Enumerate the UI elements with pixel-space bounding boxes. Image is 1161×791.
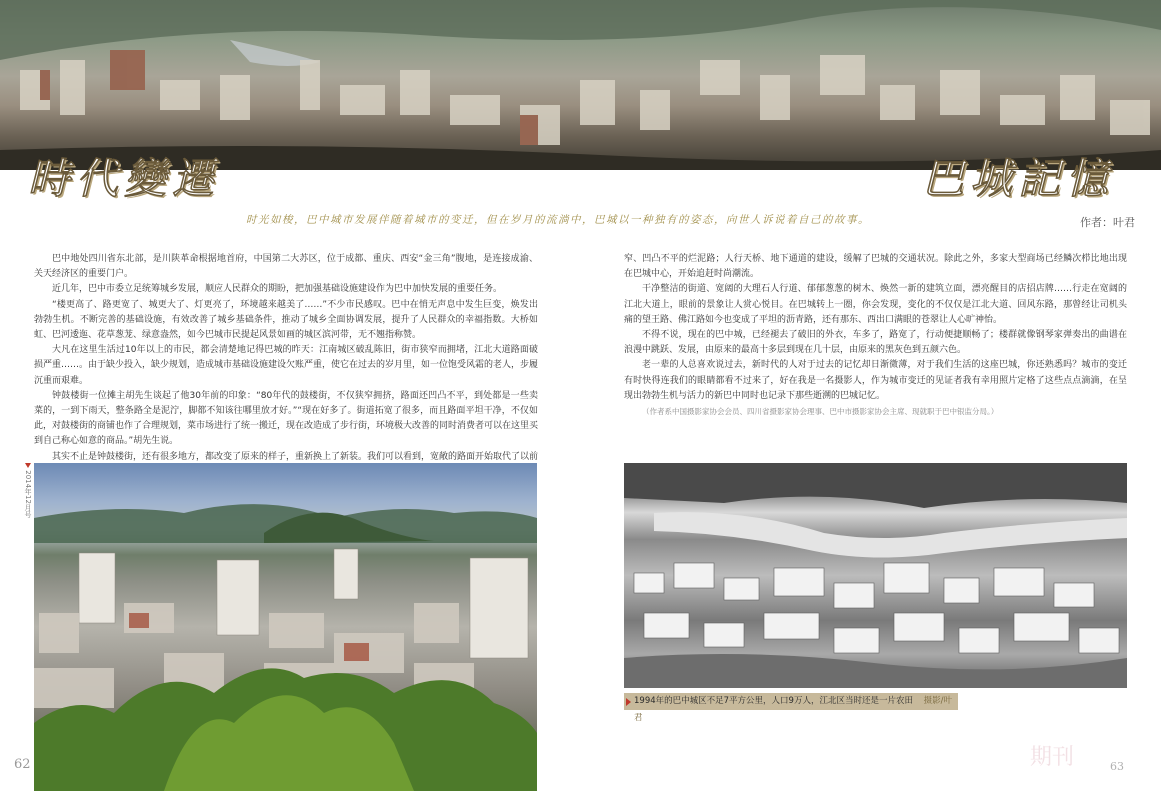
paragraph: 老一辈的人总喜欢说过去，新时代的人对于过去的记忆却日渐微薄，对于我们生活的这座巴城，你还熟悉吗？城市的变迁有时快得连我们的眼睛都看不过来了，好在我是一名摄影人，作为城市变迁的见证者我有幸用照片定格了这些点点滴滴，在呈现出勃勃生机与活力的新巴中同时也记录下那些逝溯的巴城记忆。: [624, 360, 1127, 401]
author-note: （作者系中国摄影家协会会员、四川省摄影家协会理事、巴中市摄影家协会主席、现就职于巴中银监分局。）: [642, 407, 999, 417]
page-number-left: 62: [14, 757, 31, 772]
article-right-column: [624, 252, 1127, 419]
paragraph: 近几年，巴中市委立足统筹城乡发展，顺应人民群众的期盼，把加强基础设施建设作为巴中加快发展的重要任务。: [52, 284, 503, 295]
article-left-column: [34, 252, 538, 480]
triangle-icon: [626, 698, 631, 706]
page-number-right: 63: [1110, 760, 1124, 773]
modern-city-photo: [34, 463, 537, 791]
photo-caption: [624, 693, 958, 723]
triangle-icon: [25, 463, 31, 468]
subtitle: 时光如梭，巴中城市发展伴随着城市的变迁，但在岁月的流淌中，巴城以一种独有的姿态，向世人诉说着自己的故事。: [246, 214, 870, 226]
paragraph: “楼更高了、路更宽了、城更大了、灯更亮了，环境越来越美了……”不少市民感叹。巴中在悄无声息中发生巨变，焕发出勃勃生机。不断完善的基础设施，有效改善了城乡基础条件，推动了城乡全面协调发展，提升了人民群众的幸福指数。大桥如虹、巴河逶迤、花草葱茏、绿意盎然，如今巴城市民提起风景如画的城区滨河带，无不翘指称赞。: [34, 299, 538, 341]
historic-city-illustration: [624, 463, 1127, 688]
paragraph: 不得不说，现在的巴中城，已经褪去了破旧的外衣，车多了，路宽了，行动便捷顺畅了；楼群就像钢琴家弹奏出的曲谱在浪漫中跳跃、发展，由原来的最高十多层到现在几十层，由原来的黑灰色到五颜六色。: [624, 330, 1127, 356]
author: 作者：叶君: [1080, 216, 1135, 229]
paragraph: 巴中地处四川省东北部，是川陕革命根据地首府，中国第二大苏区，位于成都、重庆、西安“金三角”腹地，是连接成渝、关天经济区的重要门户。: [34, 254, 538, 280]
issue-label: [22, 463, 32, 518]
paragraph: 钟鼓楼街一位摊主胡先生谈起了他30年前的印象：“80年代的鼓楼街，不仅狭窄拥挤，路面还凹凸不平，到处都是一些卖菜的，一到下雨天，整条路全是泥泞，脚都不知该往哪里放才好。”“现在好多了。街道拓宽了很多，而且路面平坦干净，不仅如此，对鼓楼街的商铺也作了合理规划，菜市场进行了统一搬迁，现在改造成了步行街，环境极大改善的同时消费者可以在这里买到自己称心如意的商品。”胡先生说。: [34, 390, 539, 447]
city-panorama-illustration: [0, 0, 1161, 170]
paragraph: 干净整洁的街道、宽阔的大理石人行道、郁郁葱葱的树木、焕然一新的建筑立面，漂亮醒目的店招店牌……行走在宽阔的江北大道上，眼前的景象让人赏心悦目。在巴城转上一圈，你会发现，变化的不仅仅是江北大道、回风东路，那曾经让司机头痛的望王路、佛江路如今也变成了平坦的沥青路，还有那东、西出口满眼的苍翠让人心旷神怡。: [624, 284, 1127, 325]
hero-panorama: [0, 0, 1161, 170]
caption-credit: 摄影/叶君: [634, 696, 953, 723]
title-right: 巴城記憶: [922, 154, 1115, 203]
title-left: 時代變遷: [28, 154, 221, 203]
caption-text: 1994年的巴中城区不足7平方公里，人口9万人，江北区当时还是一片农田: [634, 696, 913, 706]
paragraph: 窄、凹凸不平的烂泥路；人行天桥、地下通道的建设，缓解了巴城的交通状况。除此之外，多家大型商场已经鳞次栉比地出现在巴城中心，开始追赶时尚潮流。: [624, 254, 1127, 280]
paragraph: 其实不止是钟鼓楼街，还有很多地方，都改变了原来的样子，重新换上了新装。我们可以看到，宽敞的路面开始取代了以前: [52, 451, 539, 462]
watermark: 期刊: [1030, 745, 1075, 770]
paragraph: 大凡在这里生活过10年以上的市民，都会清楚地记得巴城的昨天：江南城区破乱陈旧，街市狭窄而拥堵，江北大道路面破损严重……。由于缺少投入，缺少规划，造成城市基础设施建设欠账严重，使它在过去的岁月里，如一位饱受风霜的老人，步履沉重而艰难。: [34, 345, 539, 386]
historic-city-photo: [624, 463, 1127, 688]
issue-label-text: 2014年12月号: [24, 470, 32, 518]
modern-city-illustration: [34, 463, 537, 791]
